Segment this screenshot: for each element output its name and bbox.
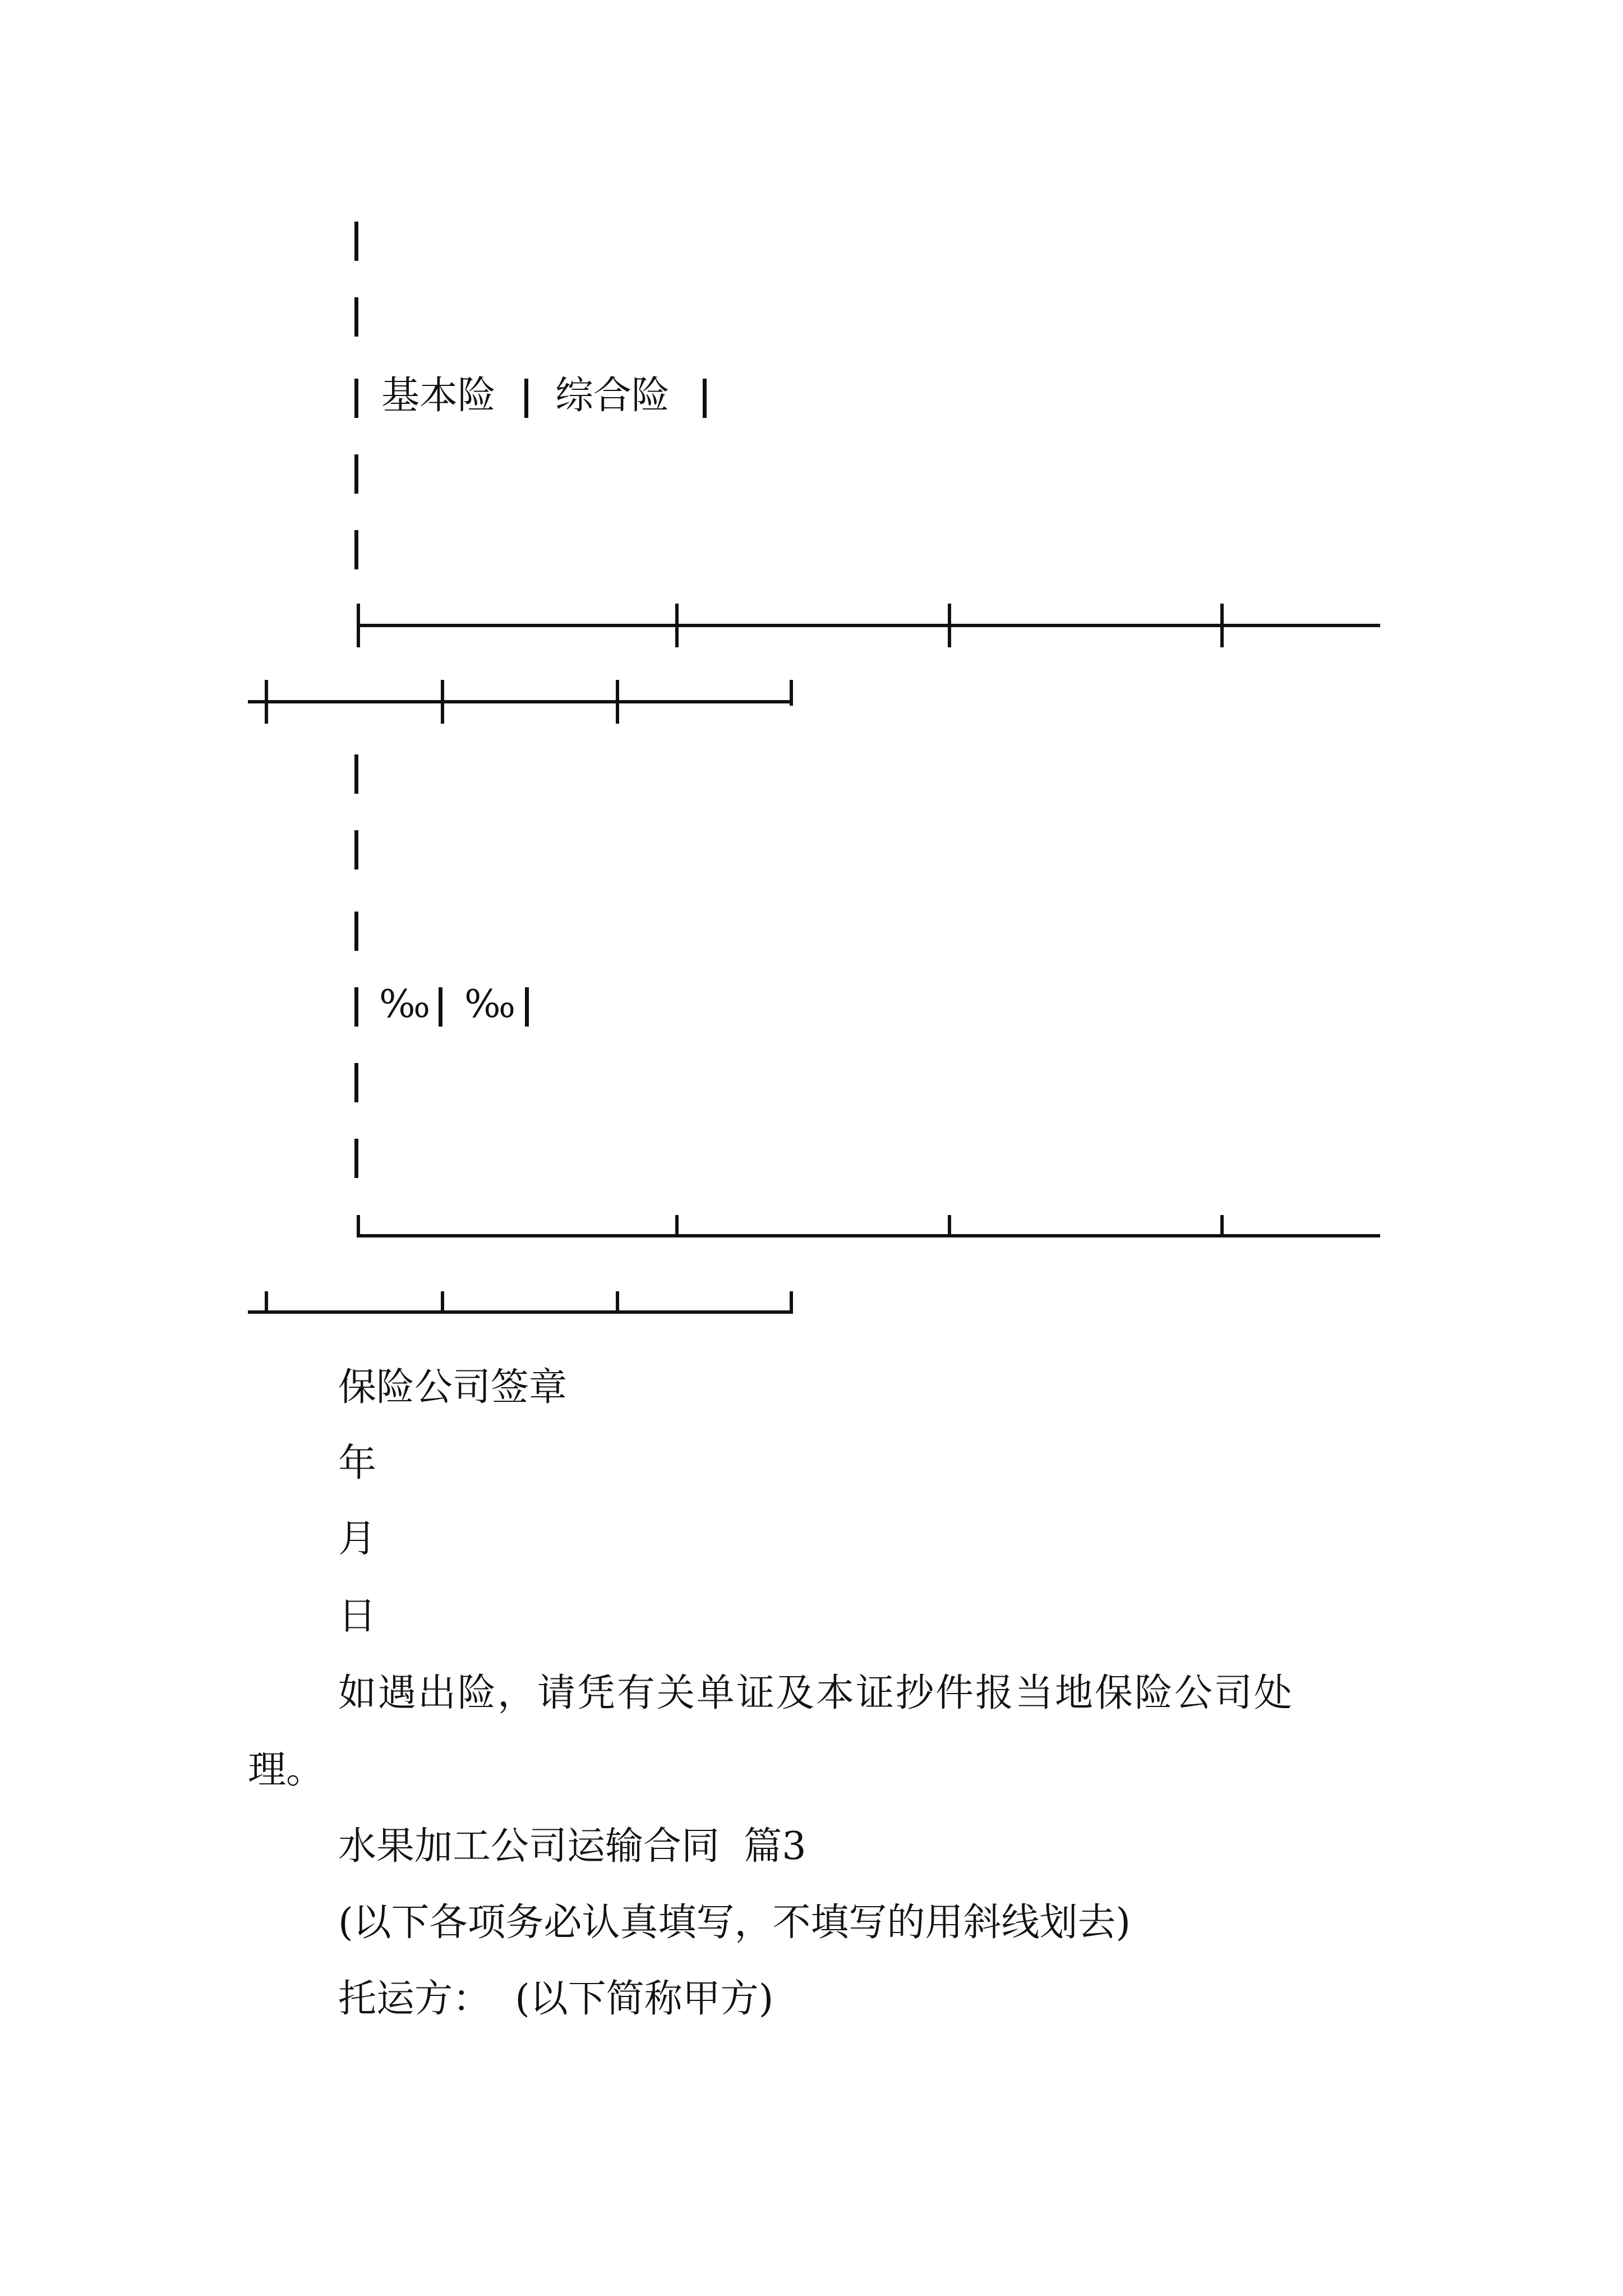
signature-day: 日 xyxy=(338,1594,377,1639)
table-cell-comprehensive-insurance: 综合险 xyxy=(555,374,670,418)
table-vertical-border xyxy=(354,222,358,261)
shipper-line: 托运方： (以下简称甲方) xyxy=(338,1977,774,2021)
table-vertical-border xyxy=(354,379,358,418)
table-vertical-border xyxy=(525,987,529,1027)
signature-label: 保险公司签章 xyxy=(338,1365,568,1410)
table-separator-tick xyxy=(357,604,360,647)
table-vertical-border xyxy=(439,987,442,1027)
signature-year: 年 xyxy=(338,1441,377,1485)
claim-notice-line-1: 如遇出险，请凭有关单证及本证抄件报当地保险公司处 xyxy=(338,1671,1294,1715)
table-bottom-tick xyxy=(1220,1215,1224,1237)
table-separator-line xyxy=(357,624,1380,627)
table-bottom-border xyxy=(248,1310,792,1314)
claim-notice-line-2: 理。 xyxy=(248,1748,325,1792)
table-vertical-border xyxy=(354,912,358,951)
table-vertical-border xyxy=(703,379,707,418)
table-separator-line xyxy=(248,700,792,703)
table-vertical-border xyxy=(354,987,358,1027)
table-cell-basic-insurance: 基本险 xyxy=(381,374,496,418)
instruction-text: (以下各项务必认真填写，不填写的用斜线划去) xyxy=(338,1901,1131,1945)
table-separator-tick xyxy=(790,680,793,706)
table-vertical-border xyxy=(354,754,358,794)
table-cell-rate: ‰ xyxy=(379,982,431,1027)
table-vertical-border xyxy=(354,1063,358,1102)
table-bottom-tick xyxy=(616,1291,619,1314)
table-vertical-border xyxy=(354,454,358,494)
table-separator-tick xyxy=(616,680,619,724)
table-bottom-border xyxy=(357,1234,1380,1237)
table-separator-tick xyxy=(948,604,951,647)
table-bottom-tick xyxy=(790,1291,793,1314)
table-vertical-border xyxy=(354,830,358,869)
section-title: 水果加工公司运输合同 篇3 xyxy=(338,1824,806,1869)
table-bottom-tick xyxy=(675,1215,679,1237)
table-bottom-tick xyxy=(948,1215,951,1237)
table-separator-tick xyxy=(1220,604,1224,647)
table-bottom-tick xyxy=(357,1215,360,1237)
table-bottom-tick xyxy=(265,1291,268,1314)
table-cell-rate: ‰ xyxy=(464,982,516,1027)
table-vertical-border xyxy=(354,530,358,569)
table-vertical-border xyxy=(354,1139,358,1178)
signature-month: 月 xyxy=(338,1517,377,1561)
table-bottom-tick xyxy=(441,1291,444,1314)
table-separator-tick xyxy=(441,680,444,724)
table-separator-tick xyxy=(675,604,679,647)
table-separator-tick xyxy=(265,680,268,724)
table-vertical-border xyxy=(524,379,528,418)
table-vertical-border xyxy=(354,297,358,337)
